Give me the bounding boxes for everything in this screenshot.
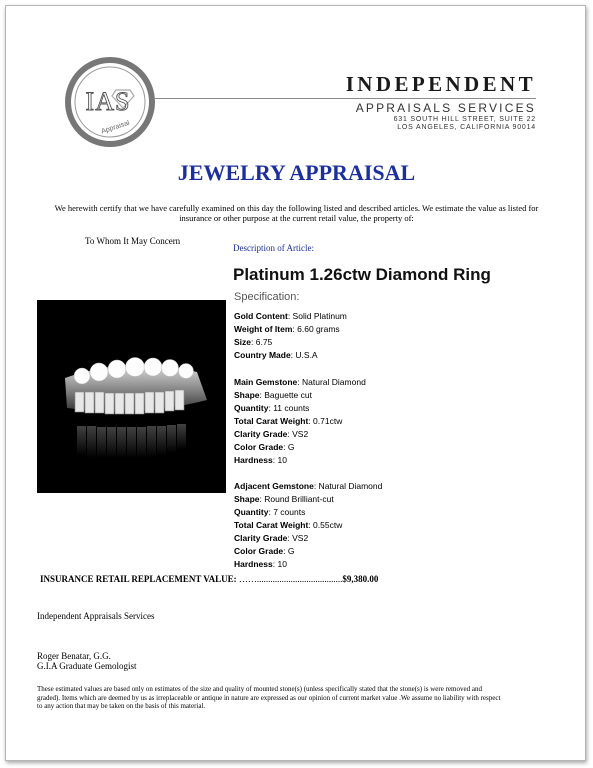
company-signature: Independent Appraisals Services	[37, 611, 155, 621]
spec-row	[234, 402, 366, 415]
spec-row	[234, 519, 382, 532]
spec-row	[234, 506, 382, 519]
spec-value: : 10	[272, 559, 287, 569]
spec-label: Color Grade	[234, 442, 284, 452]
spec-label: Weight of Item	[234, 324, 293, 334]
main-gemstone-specs	[234, 376, 366, 467]
spec-row	[234, 323, 347, 336]
specification-label: Specification:	[234, 291, 300, 303]
description-label: Description of Article:	[233, 243, 314, 253]
spec-label: Quantity	[234, 507, 269, 517]
spec-label: Main Gemstone	[234, 377, 298, 387]
svg-text:IAS: IAS	[85, 87, 131, 116]
spec-label: Hardness	[234, 559, 273, 569]
spec-value: : U.S.A	[290, 350, 318, 360]
spec-label: Clarity Grade	[234, 429, 288, 439]
spec-value: : G	[283, 546, 295, 556]
spec-value: : 7 counts	[268, 507, 306, 517]
value-label: INSURANCE RETAIL REPLACEMENT VALUE:	[40, 574, 237, 584]
spec-label: Shape	[234, 390, 260, 400]
spec-row	[234, 493, 382, 506]
spec-label: Country Made	[234, 350, 291, 360]
spec-value: : 10	[272, 455, 287, 465]
page-title: JEWELRY APPRAISAL	[177, 160, 416, 185]
spec-label: Hardness	[234, 455, 273, 465]
spec-label: Size	[234, 337, 252, 347]
header-divider	[155, 98, 536, 99]
spec-row	[234, 545, 382, 558]
spec-row	[234, 376, 366, 389]
spec-row	[234, 428, 366, 441]
spec-value: : VS2	[287, 533, 309, 543]
spec-row	[234, 389, 366, 402]
spec-row	[234, 336, 347, 349]
spec-label: Shape	[234, 494, 260, 504]
owner-name: To Whom It May Concern	[85, 236, 181, 246]
spec-value: : Baguette cut	[259, 390, 312, 400]
spec-row	[234, 532, 382, 545]
ring-photo	[37, 300, 226, 493]
spec-row	[234, 558, 382, 571]
value-amount: $9,380.00	[342, 574, 379, 584]
spec-row	[234, 415, 366, 428]
spec-value: : G	[283, 442, 295, 452]
spec-label: Clarity Grade	[234, 533, 288, 543]
spec-row	[234, 441, 366, 454]
spec-value: : 6.75	[251, 337, 273, 347]
spec-label: Total Carat Weight	[234, 416, 309, 426]
address-line-1: 631 SOUTH HILL STREET, SUITE 22	[393, 116, 536, 123]
spec-value: : Natural Diamond	[313, 481, 383, 491]
svg-text:Appraisal: Appraisal	[100, 119, 131, 136]
spec-value: : 0.55ctw	[308, 520, 343, 530]
signer-title: G.I.A Graduate Gemologist	[37, 661, 137, 671]
address-line-2: LOS ANGELES, CALIFORNIA 90014	[397, 124, 536, 131]
item-title: Platinum 1.26ctw Diamond Ring	[233, 265, 491, 284]
signer-block	[37, 651, 136, 671]
replacement-value-row	[40, 574, 378, 584]
spec-value: : Round Brilliant-cut	[259, 494, 334, 504]
spec-row	[234, 454, 366, 467]
spec-value: : VS2	[287, 429, 309, 439]
adjacent-gemstone-specs	[234, 480, 382, 571]
spec-value: : Solid Platinum	[287, 311, 347, 321]
spec-label: Gold Content	[234, 311, 288, 321]
company-name: INDEPENDENT	[345, 72, 536, 96]
spec-value: : 11 counts	[268, 403, 310, 413]
spec-row	[234, 310, 347, 323]
spec-value: : 6.60 grams	[292, 324, 340, 334]
signer-name: Roger Benatar, G.G.	[37, 651, 111, 661]
company-subtitle: APPRAISALS SERVICES	[355, 101, 536, 115]
value-dots: ……......................................	[238, 574, 343, 584]
certification-text: We herewith certify that we have carefully examined on this day the following listed and described articles. We estimate the value as listed for insurance or other purpose at the current retail value, the property of:	[54, 203, 539, 223]
metal-specs	[234, 310, 347, 362]
spec-value: : Natural Diamond	[297, 377, 366, 387]
disclaimer: These estimated values are based only on estimates of the size and quality of mounted stone(s) (unless specifically stated that the stone(s) is were removed and graded). Items which are deemed by us as irreplaceable or antique in nature are expressed as our opinion of current market value .We assume no liability with respect to any action that may be taken on the basis of this material.	[37, 685, 501, 710]
ias-logo	[64, 56, 156, 148]
spec-label: Color Grade	[234, 546, 284, 556]
spec-row	[234, 349, 347, 362]
spec-value: : 0.71ctw	[308, 416, 343, 426]
spec-row	[234, 480, 382, 493]
spec-label: Adjacent Gemstone	[234, 481, 314, 491]
spec-label: Quantity	[234, 403, 269, 413]
spec-label: Total Carat Weight	[234, 520, 309, 530]
